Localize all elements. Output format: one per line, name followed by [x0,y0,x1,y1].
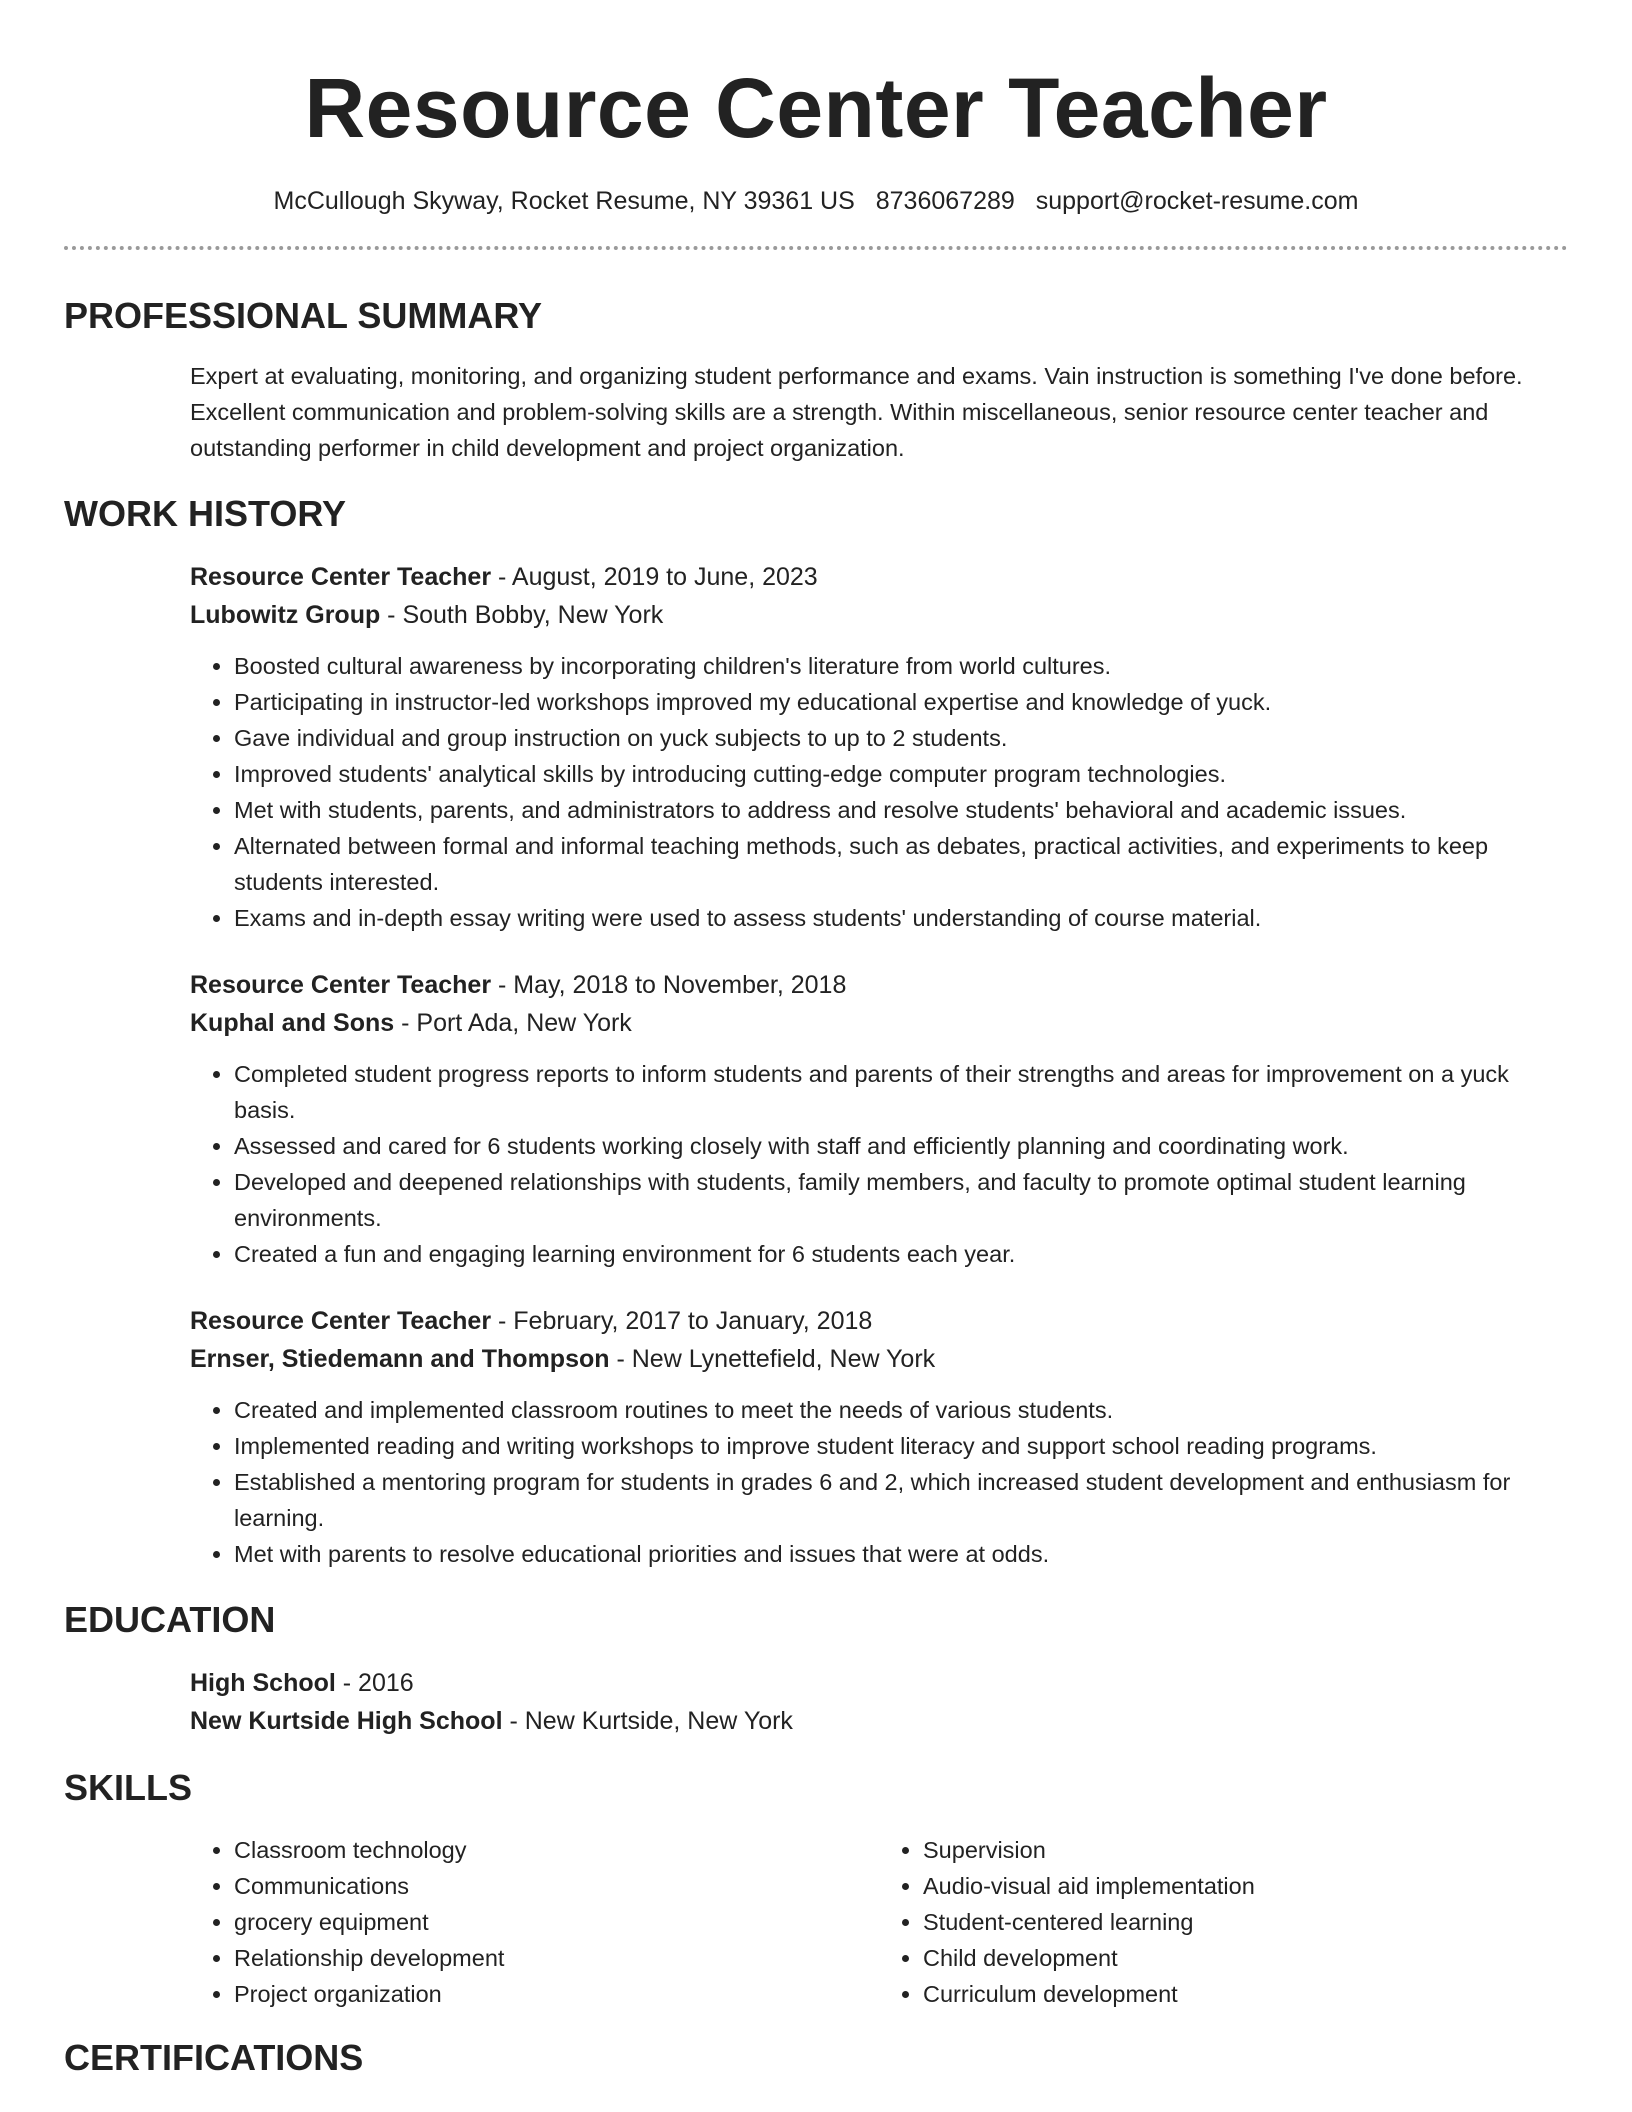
skill-item: • Audio-visual aid implementation [923,1868,1568,1904]
education-location: - New Kurtside, New York [502,1707,793,1735]
contact-phone: 8736067289 [875,187,1015,215]
job-role: Resource Center Teacher [190,971,492,999]
job-company: Kuphal and Sons [190,1009,395,1037]
resume-page [64,0,1568,2080]
education-degree: High School [190,1669,336,1697]
job-bullet: • Created a fun and engaging learning environment for 6 students each year. [234,1236,1568,1272]
job-dates: - February, 2017 to January, 2018 [491,1307,873,1335]
header-divider [64,246,1568,250]
job-bullet: • Implemented reading and writing workshops to improve student literacy and support school reading programs. [234,1428,1568,1464]
job-company-line [190,1340,1568,1378]
job-title-line [190,966,1568,1004]
job-company-line [190,596,1568,634]
job-bullet: • Established a mentoring program for students in grades 6 and 2, which increased student development and enthusiasm for learning. [234,1464,1568,1536]
job-dates: - May, 2018 to November, 2018 [491,971,847,999]
skill-item: • grocery equipment [234,1904,879,1940]
job-bullet: • Assessed and cared for 6 students working closely with staff and efficiently planning and coordinating work. [234,1128,1568,1164]
job-bullet: • Met with parents to resolve educational priorities and issues that were at odds. [234,1536,1568,1572]
job-company-line [190,1004,1568,1042]
job-bullet: • Participating in instructor-led workshops improved my educational expertise and knowledge of yuck. [234,684,1568,720]
job-title-line [190,1302,1568,1340]
skill-item: • Curriculum development [923,1976,1568,2012]
skill-item: • Child development [923,1940,1568,1976]
summary-text: Expert at evaluating, monitoring, and organizing student performance and exams. Vain instruction is something I've done before. Excellent communication and problem-solving skills are a strength. Within miscellaneous, senior resource center teacher and outstanding performer in child development and project organization. [190,363,1523,461]
job-bullets [190,648,1568,936]
job-bullet: • Gave individual and group instruction on yuck subjects to up to 2 students. [234,720,1568,756]
education-school: New Kurtside High School [190,1707,503,1735]
skill-item: • Classroom technology [234,1832,879,1868]
skill-item: • Supervision [923,1832,1568,1868]
job-bullet: • Completed student progress reports to inform students and parents of their strengths and areas for improvement on a yuck basis. [234,1056,1568,1128]
job-entry [190,1302,1568,1572]
skills-list-left [190,1832,879,2012]
job-dates: - August, 2019 to June, 2023 [491,563,818,591]
job-entry [190,966,1568,1272]
job-company: Lubowitz Group [190,601,381,629]
contact-address: McCullough Skyway, Rocket Resume, NY 39361 US [273,187,855,215]
job-bullet: • Alternated between formal and informal teaching methods, such as debates, practical activities, and experiments to keep students interested. [234,828,1568,900]
contact-email: support@rocket-resume.com [1035,187,1359,215]
education-degree-line [190,1664,1568,1702]
work-history-heading: WORK HISTORY [64,493,347,534]
job-bullet: • Exams and in-depth essay writing were used to assess students' understanding of course material. [234,900,1568,936]
job-bullet: • Boosted cultural awareness by incorporating children's literature from world cultures. [234,648,1568,684]
job-bullet: • Improved students' analytical skills by introducing cutting-edge computer program technologies. [234,756,1568,792]
resume-name: Resource Center Teacher [304,61,1328,155]
job-role: Resource Center Teacher [190,563,492,591]
skill-item: • Communications [234,1868,879,1904]
job-title-line [190,558,1568,596]
education-heading: EDUCATION [64,1599,276,1640]
job-bullet: • Created and implemented classroom routines to meet the needs of various students. [234,1392,1568,1428]
job-entry [190,558,1568,936]
contact-line [64,184,1568,218]
job-bullet: • Developed and deepened relationships with students, family members, and faculty to promote optimal student learning environments. [234,1164,1568,1236]
skills-list-right [879,1832,1568,2012]
skills-columns [190,1832,1568,2012]
certifications-heading: CERTIFICATIONS [64,2037,364,2078]
job-role: Resource Center Teacher [190,1307,492,1335]
summary-heading: PROFESSIONAL SUMMARY [64,295,543,336]
job-location: - Port Ada, New York [394,1009,632,1037]
job-bullet: • Met with students, parents, and administrators to address and resolve students' behavioral and academic issues. [234,792,1568,828]
skill-item: • Project organization [234,1976,879,2012]
skill-item: • Student-centered learning [923,1904,1568,1940]
job-location: - South Bobby, New York [380,601,664,629]
education-year: - 2016 [335,1669,414,1697]
job-bullets [190,1392,1568,1572]
skills-heading: SKILLS [64,1767,193,1808]
job-bullets [190,1056,1568,1272]
education-entry [190,1664,1568,1740]
education-school-line [190,1702,1568,1740]
job-company: Ernser, Stiedemann and Thompson [190,1345,610,1373]
skill-item: • Relationship development [234,1940,879,1976]
job-location: - New Lynettefield, New York [609,1345,936,1373]
